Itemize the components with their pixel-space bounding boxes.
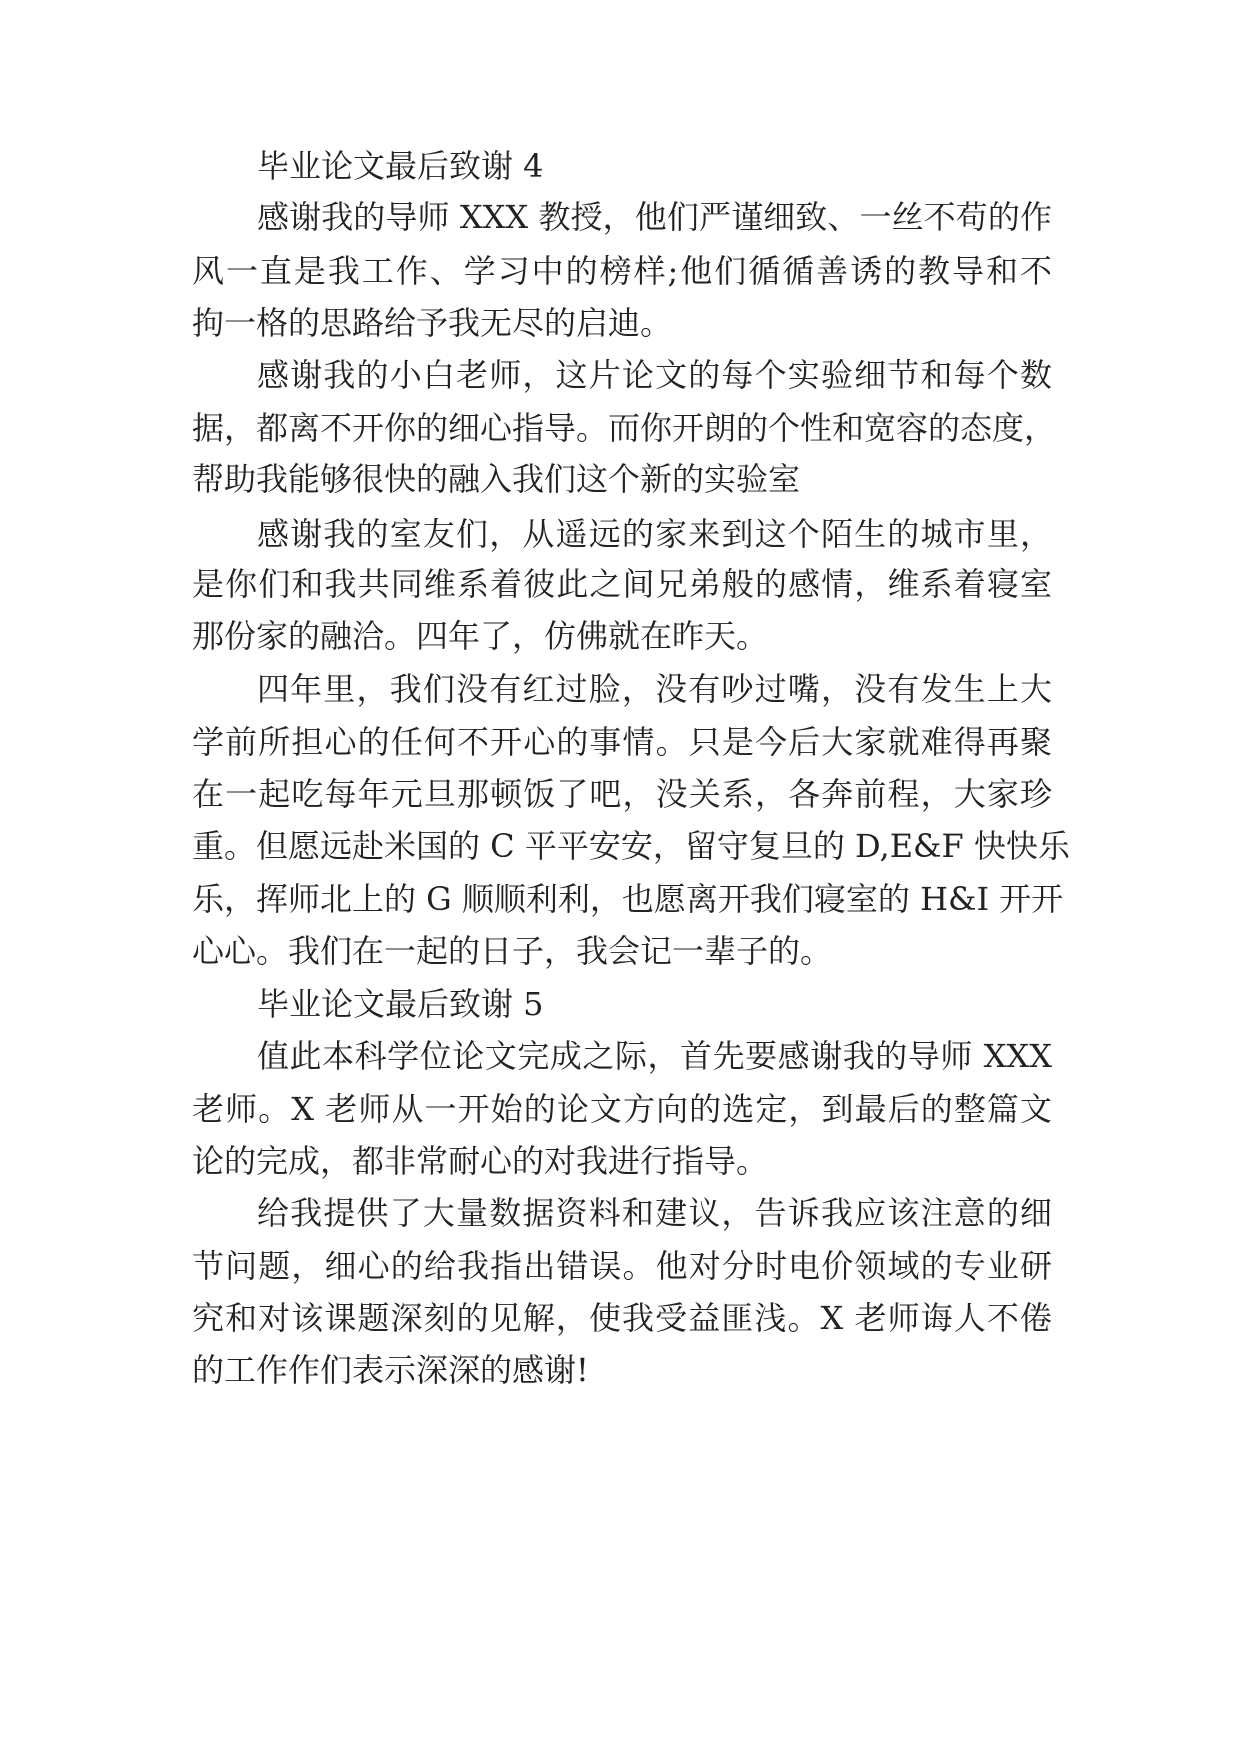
paragraph-line: 心心。我们在一起的日子，我会记一辈子的。 <box>192 932 833 970</box>
paragraph-line: 拘一格的思路给予我无尽的启迪。 <box>192 304 673 342</box>
paragraph-line: 感谢我的室友们，从遥远的家来到这个陌生的城市里， <box>257 515 1052 553</box>
section-heading-5: 毕业论文最后致谢 5 <box>257 985 544 1023</box>
paragraph-line: 感谢我的小白老师，这片论文的每个实验细节和每个数 <box>257 356 1052 394</box>
paragraph-line: 论的完成，都非常耐心的对我进行指导。 <box>192 1142 769 1180</box>
paragraph-line: 值此本科学位论文完成之际，首先要感谢我的导师 XXX <box>257 1037 1052 1075</box>
paragraph-line: 帮助我能够很快的融入我们这个新的实验室 <box>192 460 801 498</box>
paragraph-line: 给我提供了大量数据资料和建议，告诉我应该注意的细 <box>257 1194 1052 1232</box>
paragraph-line: 的工作作们表示深深的感谢! <box>192 1351 589 1389</box>
paragraph-line: 学前所担心的任何不开心的事情。只是今后大家就难得再聚 <box>192 723 1052 761</box>
paragraph-line: 风一直是我工作、学习中的榜样;他们循循善诱的教导和不 <box>192 252 1052 290</box>
paragraph-line: 究和对该课题深刻的见解，使我受益匪浅。X 老师诲人不倦 <box>192 1299 1052 1337</box>
paragraph-line: 老师。X 老师从一开始的论文方向的选定，到最后的整篇文 <box>192 1090 1052 1128</box>
paragraph-line: 乐，挥师北上的 G 顺顺利利，也愿离开我们寝室的 H&I 开开 <box>192 880 1064 918</box>
paragraph-line: 四年里，我们没有红过脸，没有吵过嘴，没有发生上大 <box>257 670 1052 708</box>
paragraph-line: 重。但愿远赴米国的 C 平平安安，留守复旦的 D,E&F 快快乐 <box>192 827 1070 865</box>
paragraph-line: 感谢我的导师 XXX 教授，他们严谨细致、一丝不苟的作 <box>257 198 1052 236</box>
paragraph-line: 节问题，细心的给我指出错误。他对分时电价领域的专业研 <box>192 1247 1052 1285</box>
section-heading-4: 毕业论文最后致谢 4 <box>257 147 544 185</box>
paragraph-line: 据，都离不开你的细心指导。而你开朗的个性和宽容的态度， <box>192 409 1057 447</box>
paragraph-line: 是你们和我共同维系着彼此之间兄弟般的感情，维系着寝室 <box>192 565 1052 603</box>
paragraph-line: 那份家的融洽。四年了，仿佛就在昨天。 <box>192 617 769 655</box>
paragraph-line: 在一起吃每年元旦那顿饭了吧，没关系，各奔前程，大家珍 <box>192 775 1052 813</box>
